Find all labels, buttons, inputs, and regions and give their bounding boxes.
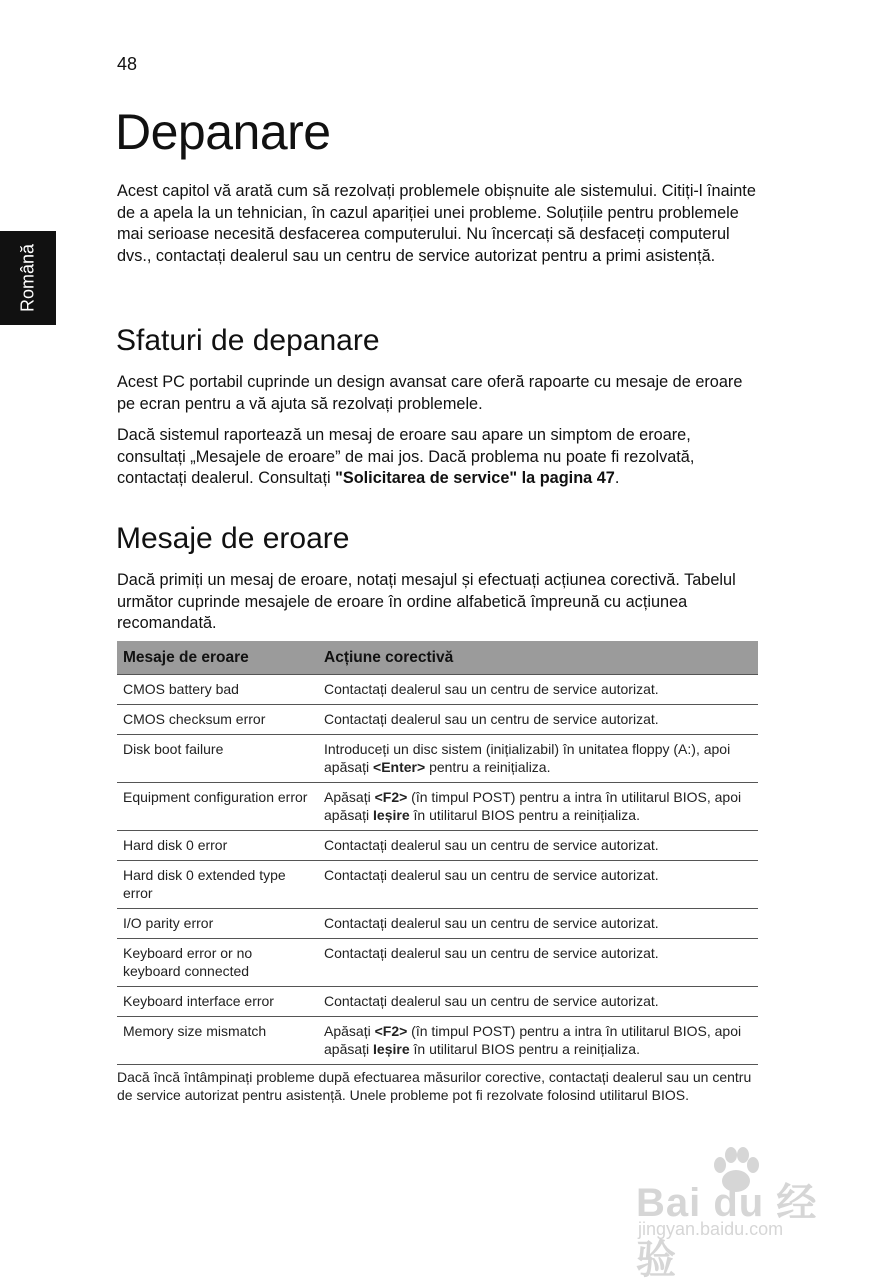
footer-note: Dacă încă întâmpinați probleme după efectuarea măsurilor corective, contactați dealerul sau un centru de service autorizat pentru asistență. Unele probleme pot fi rezolvate folosind utilitarul BIOS. (117, 1069, 752, 1103)
watermark-url: jingyan.baidu.com (638, 1219, 784, 1239)
action-cell: Contactați dealerul sau un centru de service autorizat. (318, 675, 758, 705)
section-heading-errors: Mesaje de eroare (116, 522, 350, 555)
error-cell: Hard disk 0 error (117, 831, 318, 861)
action-text: pentru a reinițializa. (425, 759, 551, 775)
watermark-brand-cn: 经验 (636, 1181, 818, 1282)
table-row (117, 735, 758, 783)
error-cell: Keyboard interface error (117, 987, 318, 1017)
table-row (117, 909, 758, 939)
tips-paragraph-1: Acest PC portabil cuprinde un design avansat care oferă rapoarte cu mesaje de eroare pe ecran pentru a vă ajuta să rezolvați problemele. (117, 373, 743, 413)
error-cell: Hard disk 0 extended type error (117, 861, 318, 909)
key-label: Ieșire (373, 1041, 410, 1057)
error-messages-table (117, 641, 758, 1065)
action-cell (318, 1017, 758, 1065)
error-cell: Memory size mismatch (117, 1017, 318, 1065)
action-text: Apăsați (324, 1023, 375, 1039)
tips-paragraph-2 (117, 425, 757, 490)
table-row (117, 705, 758, 735)
table-header-row (117, 641, 758, 675)
error-cell: Equipment configuration error (117, 783, 318, 831)
table-row (117, 675, 758, 705)
action-text: Introduceți un disc sistem (inițializabil) în unitatea floppy (A:), apoi apăsați (324, 741, 731, 775)
page-number: 48 (117, 54, 138, 74)
error-cell: Disk boot failure (117, 735, 318, 783)
error-cell: I/O parity error (117, 909, 318, 939)
baidu-watermark (636, 1145, 846, 1282)
column-header-error: Mesaje de eroare (117, 641, 318, 675)
table-row (117, 1017, 758, 1065)
tips-paragraph-2-text: Dacă sistemul raportează un mesaj de eroare sau apare un simptom de eroare, consultați „Mesajele de eroare” de mai jos. Dacă problema nu poate fi rezolvată, contactați dealerul. Consultați (117, 426, 695, 488)
table-row (117, 861, 758, 909)
table-row (117, 831, 758, 861)
action-cell: Contactați dealerul sau un centru de service autorizat. (318, 909, 758, 939)
page-title: Depanare (115, 104, 331, 160)
error-cell: Keyboard error or no keyboard connected (117, 939, 318, 987)
tips-paragraph-2-end: . (614, 469, 620, 488)
action-text: (în timpul POST) pentru a intra în utilitarul BIOS, apoi apăsați (324, 789, 742, 823)
key-label: <F2> (374, 789, 408, 805)
error-cell: CMOS checksum error (117, 705, 318, 735)
action-cell: Contactați dealerul sau un centru de service autorizat. (318, 987, 758, 1017)
table-row (117, 987, 758, 1017)
action-cell (318, 783, 758, 831)
action-text: (în timpul POST) pentru a intra în utilitarul BIOS, apoi apăsați (324, 1023, 742, 1057)
key-label: Ieșire (373, 807, 410, 823)
action-cell: Contactați dealerul sau un centru de service autorizat. (318, 705, 758, 735)
key-label: <F2> (374, 1023, 408, 1039)
key-label: <Enter> (373, 759, 426, 775)
action-cell: Contactați dealerul sau un centru de service autorizat. (318, 831, 758, 861)
section-heading-tips: Sfaturi de depanare (116, 324, 380, 357)
service-cross-reference-link[interactable]: "Solicitarea de service" la pagina 47 (335, 469, 615, 488)
language-side-tab (0, 231, 56, 325)
table-row (117, 939, 758, 987)
watermark-brand-latin: Bai du (636, 1181, 765, 1225)
errors-intro-paragraph: Dacă primiți un mesaj de eroare, notați mesajul și efectuați acțiunea corectivă. Tabelul următor cuprinde mesajele de eroare în ordine alfabetică împreună cu acțiunea recomandată. (117, 571, 736, 633)
action-cell: Contactați dealerul sau un centru de service autorizat. (318, 939, 758, 987)
action-text: în utilitarul BIOS pentru a reinițializa. (409, 1041, 640, 1057)
error-cell: CMOS battery bad (117, 675, 318, 705)
action-cell (318, 735, 758, 783)
action-cell: Contactați dealerul sau un centru de service autorizat. (318, 861, 758, 909)
language-label: Română (17, 243, 38, 313)
table-row (117, 783, 758, 831)
intro-paragraph: Acest capitol vă arată cum să rezolvați problemele obișnuite ale sistemului. Citiți-l înainte de a apela la un tehnician, în cazul apariției unei probleme. Soluțiile pentru problemele mai serioase necesită desfacerea computerului. Nu încercați să desfaceți computerul dvs., contactați dealerul sau un centru de service autorizat pentru a primi asistență. (117, 182, 756, 266)
action-text: în utilitarul BIOS pentru a reinițializa. (409, 807, 640, 823)
column-header-action: Acțiune corectivă (318, 641, 758, 675)
action-text: Apăsați (324, 789, 375, 805)
